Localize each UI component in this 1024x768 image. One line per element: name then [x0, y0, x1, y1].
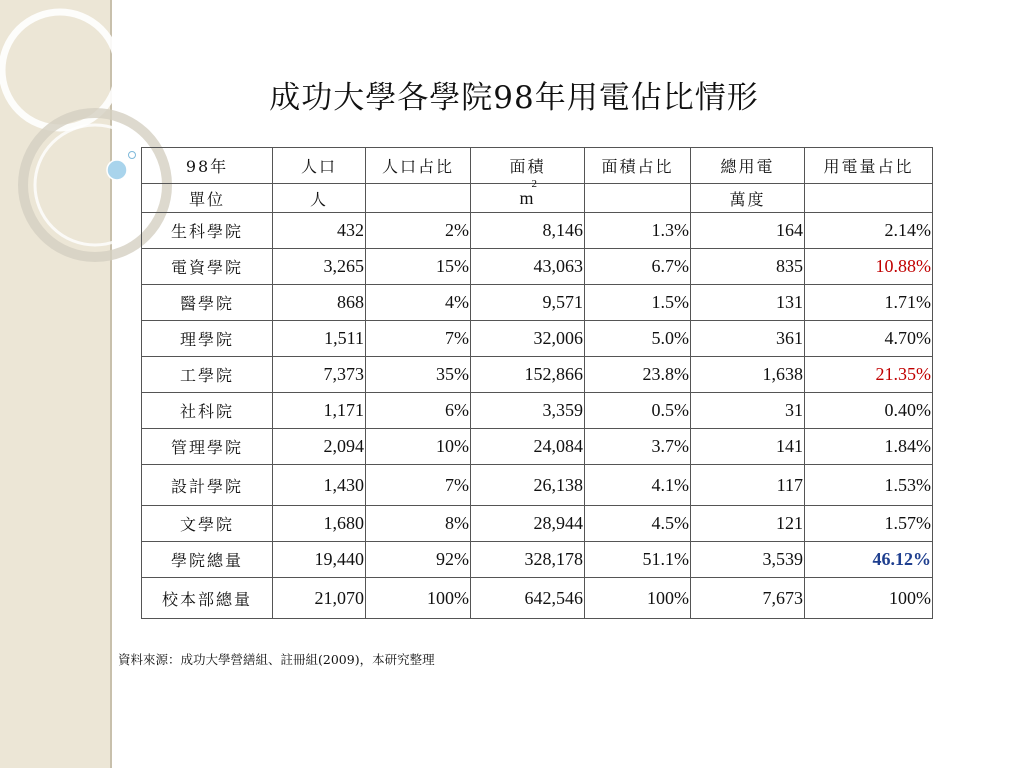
blue-dot-icon: [107, 160, 127, 180]
total-electricity: 361: [691, 321, 805, 357]
header-cell: 98年: [142, 148, 273, 184]
unit-cell: 人: [273, 184, 366, 213]
area: 26,138: [471, 465, 585, 506]
source-note: 資料來源：成功大學營繕組、註冊組(2009)，本研究整理: [118, 652, 435, 667]
population-share: 4%: [366, 285, 471, 321]
table-row: [142, 393, 933, 429]
electricity-share-highlight: 21.35%: [805, 357, 933, 393]
population: 21,070: [273, 578, 366, 619]
college-name: 生科學院: [142, 213, 273, 249]
slide-title: 成功大學各學院98年用電佔比情形: [269, 80, 759, 116]
area: 8,146: [471, 213, 585, 249]
population: 2,094: [273, 429, 366, 465]
area: 152,866: [471, 357, 585, 393]
total-electricity: 141: [691, 429, 805, 465]
college-name: 理學院: [142, 321, 273, 357]
college-name: 工學院: [142, 357, 273, 393]
area-share: 1.3%: [585, 213, 691, 249]
unit-cell: [366, 184, 471, 213]
electricity-share-highlight: 10.88%: [805, 249, 933, 285]
table-row: [142, 213, 933, 249]
area-share: 51.1%: [585, 542, 691, 578]
area-share: 23.8%: [585, 357, 691, 393]
table-row: [142, 285, 933, 321]
population-share: 7%: [366, 465, 471, 506]
total-electricity: 31: [691, 393, 805, 429]
population: 7,373: [273, 357, 366, 393]
area: 9,571: [471, 285, 585, 321]
area: 328,178: [471, 542, 585, 578]
total-electricity: 164: [691, 213, 805, 249]
population-share: 92%: [366, 542, 471, 578]
college-name: 校本部總量: [142, 578, 273, 619]
area-share: 6.7%: [585, 249, 691, 285]
table-row-total: [142, 578, 933, 619]
table-unit-row: [142, 184, 933, 213]
area: 642,546: [471, 578, 585, 619]
electricity-share: 1.71%: [805, 285, 933, 321]
table-row: [142, 465, 933, 506]
total-electricity: 131: [691, 285, 805, 321]
population-share: 7%: [366, 321, 471, 357]
area: 28,944: [471, 506, 585, 542]
header-cell: 人口: [273, 148, 366, 184]
total-electricity: 7,673: [691, 578, 805, 619]
header-cell: 面積占比: [585, 148, 691, 184]
college-name: 文學院: [142, 506, 273, 542]
population: 432: [273, 213, 366, 249]
table-row: [142, 249, 933, 285]
electricity-share: 2.14%: [805, 213, 933, 249]
total-electricity: 3,539: [691, 542, 805, 578]
electricity-share: 1.84%: [805, 429, 933, 465]
area-share: 4.5%: [585, 506, 691, 542]
table-row-subtotal: [142, 542, 933, 578]
population-share: 8%: [366, 506, 471, 542]
college-name: 醫學院: [142, 285, 273, 321]
population: 1,171: [273, 393, 366, 429]
population: 1,680: [273, 506, 366, 542]
area: 3,359: [471, 393, 585, 429]
area: 32,006: [471, 321, 585, 357]
unit-cell: 萬度: [691, 184, 805, 213]
area-share: 5.0%: [585, 321, 691, 357]
population-share: 6%: [366, 393, 471, 429]
population: 1,511: [273, 321, 366, 357]
table-row: [142, 357, 933, 393]
table-row: [142, 321, 933, 357]
total-electricity: 121: [691, 506, 805, 542]
area-unit-superscript: 2: [531, 177, 539, 190]
population-share: 15%: [366, 249, 471, 285]
area: 24,084: [471, 429, 585, 465]
area-share: 100%: [585, 578, 691, 619]
population: 868: [273, 285, 366, 321]
header-cell: 面積: [471, 148, 585, 184]
electricity-share-highlight: 46.12%: [805, 542, 933, 578]
area-share: 0.5%: [585, 393, 691, 429]
population: 19,440: [273, 542, 366, 578]
college-name: 社科院: [142, 393, 273, 429]
electricity-share: 100%: [805, 578, 933, 619]
area: 43,063: [471, 249, 585, 285]
table-row: [142, 429, 933, 465]
population-share: 2%: [366, 213, 471, 249]
area-share: 4.1%: [585, 465, 691, 506]
area-share: 1.5%: [585, 285, 691, 321]
area-share: 3.7%: [585, 429, 691, 465]
college-name: 電資學院: [142, 249, 273, 285]
population-share: 100%: [366, 578, 471, 619]
area-unit-base: m: [519, 187, 536, 208]
population-share: 10%: [366, 429, 471, 465]
electricity-share: 1.57%: [805, 506, 933, 542]
total-electricity: 1,638: [691, 357, 805, 393]
college-name: 學院總量: [142, 542, 273, 578]
electricity-usage-table: [141, 147, 933, 619]
college-name: 管理學院: [142, 429, 273, 465]
population: 3,265: [273, 249, 366, 285]
college-name: 設計學院: [142, 465, 273, 506]
total-electricity: 835: [691, 249, 805, 285]
table-row: [142, 506, 933, 542]
population-share: 35%: [366, 357, 471, 393]
total-electricity: 117: [691, 465, 805, 506]
small-dot-icon: [129, 152, 136, 159]
electricity-share: 1.53%: [805, 465, 933, 506]
header-cell: 總用電: [691, 148, 805, 184]
unit-cell: [471, 177, 585, 213]
electricity-share: 4.70%: [805, 321, 933, 357]
unit-cell: 單位: [142, 184, 273, 213]
area-unit: [519, 177, 539, 208]
unit-cell: [585, 184, 691, 213]
unit-cell: [805, 184, 933, 213]
electricity-share: 0.40%: [805, 393, 933, 429]
header-cell: 人口占比: [366, 148, 471, 184]
header-cell: 用電量占比: [805, 148, 933, 184]
population: 1,430: [273, 465, 366, 506]
